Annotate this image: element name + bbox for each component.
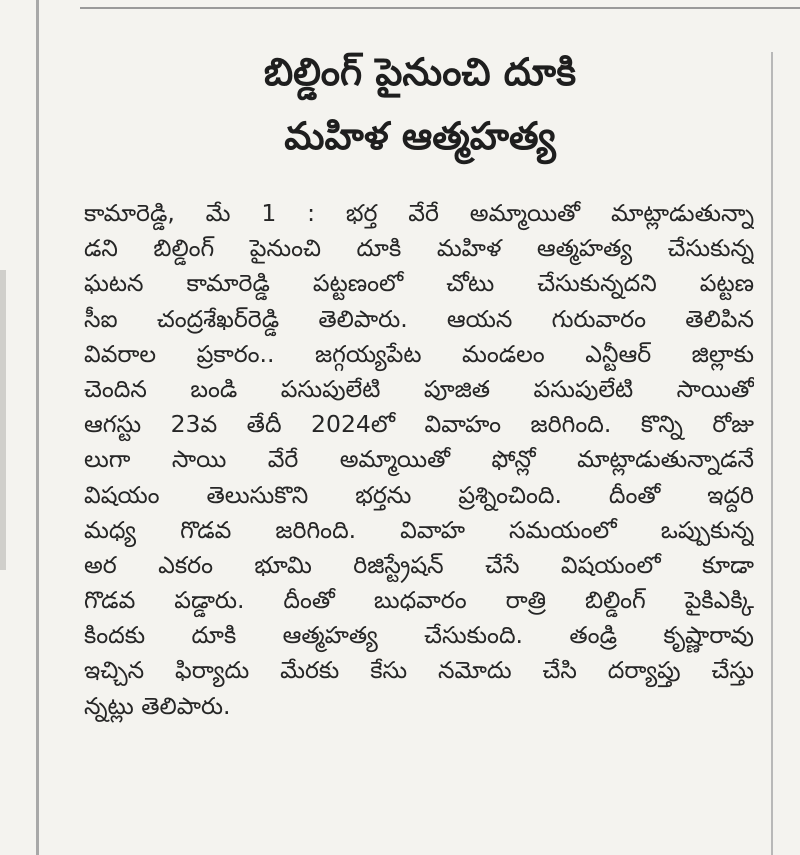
body-line: ఘటన కామారెడ్డి పట్టణంలో చోటు చేసుకున్నదని పట్టణ <box>84 269 754 298</box>
body-line: ఇచ్చిన ఫిర్యాదు మేరకు కేసు నమోదు చేసి దర్యాప్తు చేస్తు <box>84 656 754 685</box>
body-line: డని బిల్డింగ్ పైనుంచి దూకి మహిళ ఆత్మహత్య చేసుకున్న <box>84 234 754 263</box>
right-column-rule <box>771 52 773 855</box>
body-line: సీఐ చంద్రశేఖర్‌రెడ్డి తెలిపారు. ఆయన గురువారం తెలిపిన <box>84 304 754 333</box>
body-line: మధ్య గొడవ జరిగింది. వివాహ సమయంలో ఒప్పుకున్న <box>84 515 754 544</box>
headline-line-1: బిల్డింగ్ పైనుంచి దూకి <box>263 50 577 94</box>
body-line: చెందిన బండి పసుపులేటి పూజిత పసుపులేటి సాయితో <box>84 374 754 403</box>
body-line: అర ఎకరం భూమి రిజిస్ట్రేషన్ చేసే విషయంలో కూడా <box>84 550 754 579</box>
headline-line-2: మహిళ ఆత్మహత్య <box>284 114 556 158</box>
left-column-rule <box>36 0 39 855</box>
top-column-rule <box>80 7 800 9</box>
article-headline <box>80 40 760 168</box>
body-line: వివరాల ప్రకారం.. జగ్గయ్యపేట మండలం ఎన్టీఆర్ జిల్లాకు <box>84 339 754 368</box>
body-line: గొడవ పడ్డారు. దీంతో బుధవారం రాత్రి బిల్డింగ్ పైకిఎక్కి <box>84 586 754 615</box>
page-edge-shadow <box>0 270 6 570</box>
body-line: విషయం తెలుసుకొని భర్తను ప్రశ్నించింది. దీంతో ఇద్దరి <box>84 480 754 509</box>
body-line: న్నట్లు తెలిపారు. <box>84 691 231 720</box>
body-line: లుగా సాయి వేరే అమ్మాయితో ఫోన్లో మాట్లాడుతున్నాడనే <box>84 445 754 474</box>
body-line: ఆగస్టు 23వ తేదీ 2024లో వివాహం జరిగింది. కొన్ని రోజు <box>84 410 754 439</box>
body-line: కిందకు దూకి ఆత్మహత్య చేసుకుంది. తండ్రి కృష్ణారావు <box>84 621 754 650</box>
body-line: కామారెడ్డి, మే 1 : భర్త వేరే అమ్మాయితో మాట్లాడుతున్నా <box>84 199 754 227</box>
article-body <box>84 196 754 724</box>
